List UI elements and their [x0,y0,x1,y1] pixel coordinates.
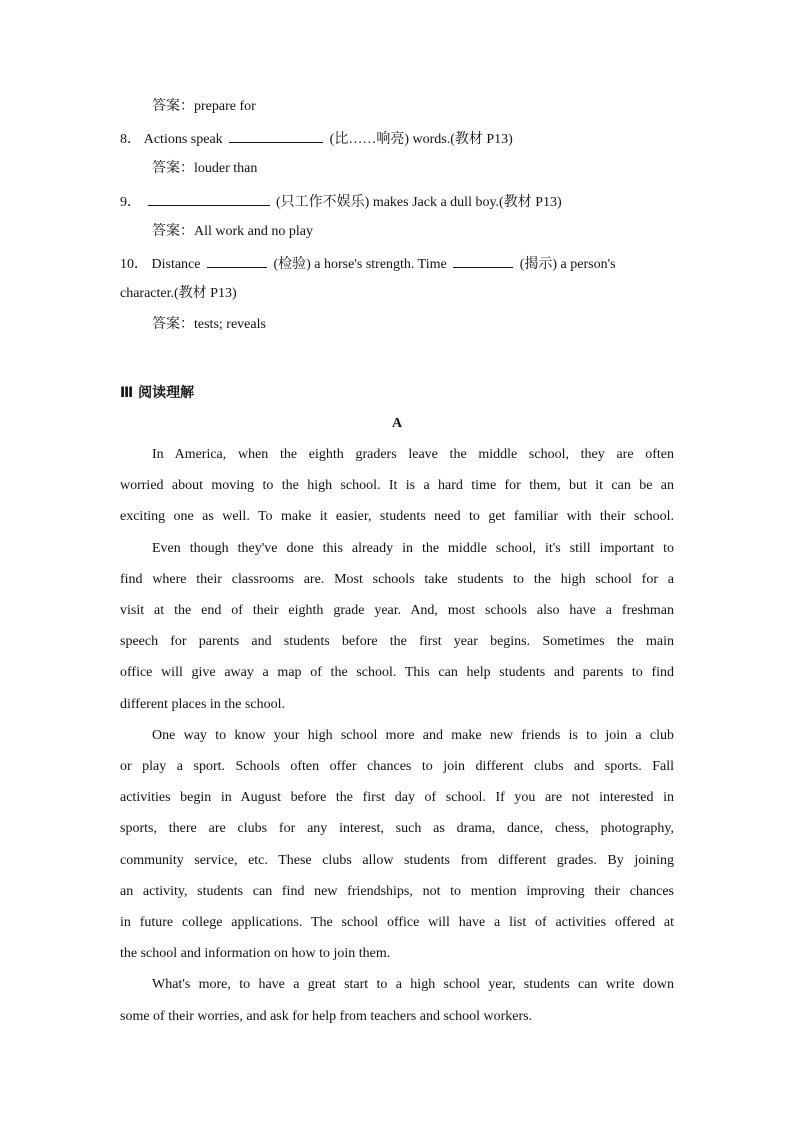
answer-line-9 [152,222,674,242]
answer-line-7 [152,97,674,117]
passage-line: the school and information on how to join them. [120,946,391,961]
answer-line-8 [152,159,674,179]
passage-line: find where their classrooms are. Most schools take students to the high school for a [120,572,674,587]
question-10 [120,253,674,275]
answer-prefix: 答案： [152,224,194,239]
passage-label: A [391,416,403,431]
question-8 [120,128,674,150]
question-number: 9． [120,195,141,210]
answer-text: louder than [194,161,258,176]
passage-line: or play a sport. Schools often offer chances to join different clubs and sports. Fall [120,759,674,774]
question-text: (只工作不娱乐) makes Jack a dull boy.(教材 P13) [276,195,562,210]
passage-line: office will give away a map of the school. This can help students and parents to find [120,665,674,680]
passage-line: in future college applications. The school office will have a list of activities offered at [120,915,674,930]
passage-line: What's more, to have a great start to a high school year, students can write down [152,977,674,992]
question-text: Distance [151,257,201,272]
passage-line: some of their worries, and ask for help from teachers and school workers. [120,1009,533,1024]
passage-line: community service, etc. These clubs allow students from different grades. By joining [120,853,674,868]
answer-text: prepare for [194,99,256,114]
question-text: character.(教材 P13) [120,286,237,301]
answer-text: tests; reveals [194,317,266,332]
answer-blank [148,191,270,206]
question-number: 8． [120,132,141,147]
question-hint: (比……响亮) words.(教材 P13) [329,132,513,147]
question-9 [120,191,674,213]
answer-blank [207,253,267,268]
passage-line: an activity, students can find new friendships, not to mention improving their chances [120,884,674,899]
passage-line: exciting one as well. To make it easier, students need to get familiar with their school. [120,509,674,524]
answer-prefix: 答案： [152,161,194,176]
passage-line: speech for parents and students before the first year begins. Sometimes the main [120,634,674,649]
passage-line: activities begin in August before the first day of school. If you are not interested in [120,790,674,805]
question-text: Actions speak [143,132,223,147]
answer-line-10 [152,315,674,335]
passage-line: One way to know your high school more and make new friends is to join a club [152,728,674,743]
answer-blank [229,128,323,143]
passage-line: visit at the end of their eighth grade year. And, most schools also have a freshman [120,603,674,618]
passage-line: sports, there are clubs for any interest, such as drama, dance, chess, photography, [120,821,674,836]
answer-text: All work and no play [194,224,313,239]
answer-blank [453,253,513,268]
question-text: (揭示) a person's [519,257,616,272]
question-text: (检验) a horse's strength. Time [273,257,447,272]
answer-prefix: 答案： [152,317,194,332]
passage-line: Even though they've done this already in the middle school, it's still important to [152,541,674,556]
section-heading: Ⅲ 阅读理解 [120,385,195,401]
question-10-continued [120,284,674,304]
question-number: 10． [120,257,148,272]
passage-line: different places in the school. [120,697,285,712]
passage-line: In America, when the eighth graders leave the middle school, they are often [152,447,674,462]
passage-line: worried about moving to the high school. It is a hard time for them, but it can be an [120,478,674,493]
answer-prefix: 答案： [152,99,194,114]
